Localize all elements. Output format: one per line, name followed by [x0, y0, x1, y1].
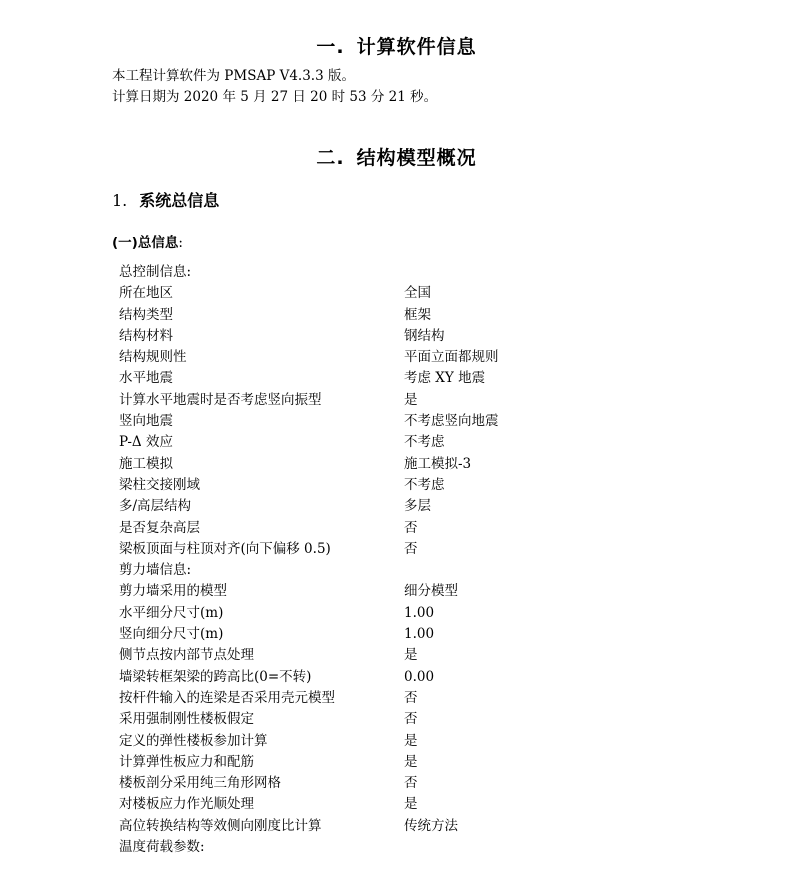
parameter-row — [119, 709, 759, 730]
parameter-value: 是 — [404, 753, 418, 770]
parameter-value: 钢结构 — [404, 327, 445, 344]
parameter-label: 结构类型 — [119, 306, 173, 323]
parameter-label: 梁柱交接刚域 — [119, 476, 200, 493]
parameter-row — [119, 368, 759, 389]
group-title: 总信息 — [137, 235, 179, 251]
parameter-value: 传统方法 — [404, 817, 458, 834]
section-2-number: 二. — [316, 147, 345, 169]
parameter-value: 不考虑 — [404, 434, 445, 451]
subsection-number: 1. — [112, 191, 128, 210]
parameter-label: 楼板剖分采用纯三角形网格 — [119, 775, 281, 792]
parameter-row — [119, 411, 759, 432]
parameter-label: 竖向细分尺寸(m) — [119, 626, 224, 643]
parameter-row — [119, 518, 759, 539]
parameter-label: 计算弹性板应力和配筋 — [119, 753, 254, 770]
parameter-value: 多层 — [404, 498, 431, 515]
section-1-title: 计算软件信息 — [356, 36, 477, 58]
parameter-row — [119, 667, 759, 688]
parameter-value: 施工模拟-3 — [404, 455, 472, 472]
parameter-label: 多/高层结构 — [119, 498, 192, 515]
parameter-label: 按杆件输入的连梁是否采用壳元模型 — [119, 689, 335, 706]
parameter-row — [119, 624, 759, 645]
parameter-row — [119, 773, 759, 794]
parameter-row — [119, 432, 759, 453]
parameter-value: 否 — [404, 775, 418, 792]
parameter-label: 竖向地震 — [119, 413, 173, 430]
parameter-label: 所在地区 — [119, 285, 173, 302]
parameter-value: 是 — [404, 391, 418, 408]
parameter-row — [119, 326, 759, 347]
parameter-row — [119, 688, 759, 709]
parameter-value: 不考虑 — [404, 476, 445, 493]
parameter-label: 水平细分尺寸(m) — [119, 604, 224, 621]
parameter-row — [119, 560, 759, 581]
parameter-value: 1.00 — [404, 626, 435, 643]
parameter-row — [119, 475, 759, 496]
parameter-row — [119, 731, 759, 752]
parameter-row — [119, 539, 759, 560]
parameter-row — [119, 305, 759, 326]
parameter-label: 计算水平地震时是否考虑竖向振型 — [119, 391, 322, 408]
parameter-label: 墙梁转框架梁的跨高比(0=不转) — [119, 668, 312, 685]
parameter-value: 是 — [404, 647, 418, 664]
parameter-value: 否 — [404, 519, 418, 536]
parameter-label: 梁板顶面与柱顶对齐(向下偏移 0.5) — [119, 540, 331, 557]
parameter-value: 框架 — [404, 306, 431, 323]
section-2-heading — [0, 146, 793, 170]
parameter-label: 高位转换结构等效侧向刚度比计算 — [119, 817, 322, 834]
parameter-label: 温度荷载参数: — [119, 839, 205, 856]
parameter-row — [119, 645, 759, 666]
parameter-value: 否 — [404, 540, 418, 557]
parameter-label: 水平地震 — [119, 370, 173, 387]
parameter-value: 平面立面都规则 — [404, 349, 499, 366]
parameter-value: 1.00 — [404, 604, 435, 621]
parameter-label: 剪力墙采用的模型 — [119, 583, 227, 600]
software-info-line: 本工程计算软件为 PMSAP V4.3.3 版。 — [112, 68, 355, 84]
parameter-row — [119, 603, 759, 624]
parameter-label: P-Δ 效应 — [119, 434, 173, 451]
parameter-row — [119, 496, 759, 517]
parameter-label: 定义的弹性楼板参加计算 — [119, 732, 268, 749]
group-colon: : — [178, 235, 183, 251]
parameter-value: 不考虑竖向地震 — [404, 413, 499, 430]
parameter-value: 是 — [404, 796, 418, 813]
parameter-row — [119, 283, 759, 304]
parameter-row — [119, 581, 759, 602]
parameter-label: 总控制信息: — [119, 264, 192, 280]
parameter-label: 剪力墙信息: — [119, 562, 192, 579]
parameter-label: 侧节点按内部节点处理 — [119, 647, 254, 664]
parameter-label: 施工模拟 — [119, 455, 173, 472]
parameter-value: 0.00 — [404, 668, 435, 685]
parameter-label: 是否复杂高层 — [119, 519, 200, 536]
parameter-value: 考虑 XY 地震 — [404, 370, 486, 387]
parameter-label: 采用强制刚性楼板假定 — [119, 711, 254, 728]
parameter-label: 对楼板应力作光顺处理 — [119, 796, 254, 813]
parameter-value: 全国 — [404, 285, 431, 302]
group-heading — [112, 234, 183, 252]
section-1-number: 一. — [316, 36, 345, 58]
section-1-heading — [0, 35, 793, 59]
parameter-value: 否 — [404, 689, 418, 706]
parameter-row — [119, 347, 759, 368]
subsection-heading — [112, 190, 219, 212]
subsection-title: 系统总信息 — [139, 191, 220, 210]
parameter-row — [119, 816, 759, 837]
group-paren: (一) — [112, 235, 138, 251]
parameter-row — [119, 752, 759, 773]
parameter-label: 结构材料 — [119, 327, 173, 344]
parameter-value: 细分模型 — [404, 583, 458, 600]
parameter-list — [119, 262, 759, 858]
parameter-row — [119, 794, 759, 815]
section-2-title: 结构模型概况 — [356, 147, 477, 169]
parameter-row — [119, 262, 759, 283]
parameter-row — [119, 837, 759, 858]
calculation-date-line: 计算日期为 2020 年 5 月 27 日 20 时 53 分 21 秒。 — [112, 89, 438, 105]
parameter-row — [119, 454, 759, 475]
parameter-value: 否 — [404, 711, 418, 728]
parameter-label: 结构规则性 — [119, 349, 187, 366]
parameter-row — [119, 390, 759, 411]
parameter-value: 是 — [404, 732, 418, 749]
